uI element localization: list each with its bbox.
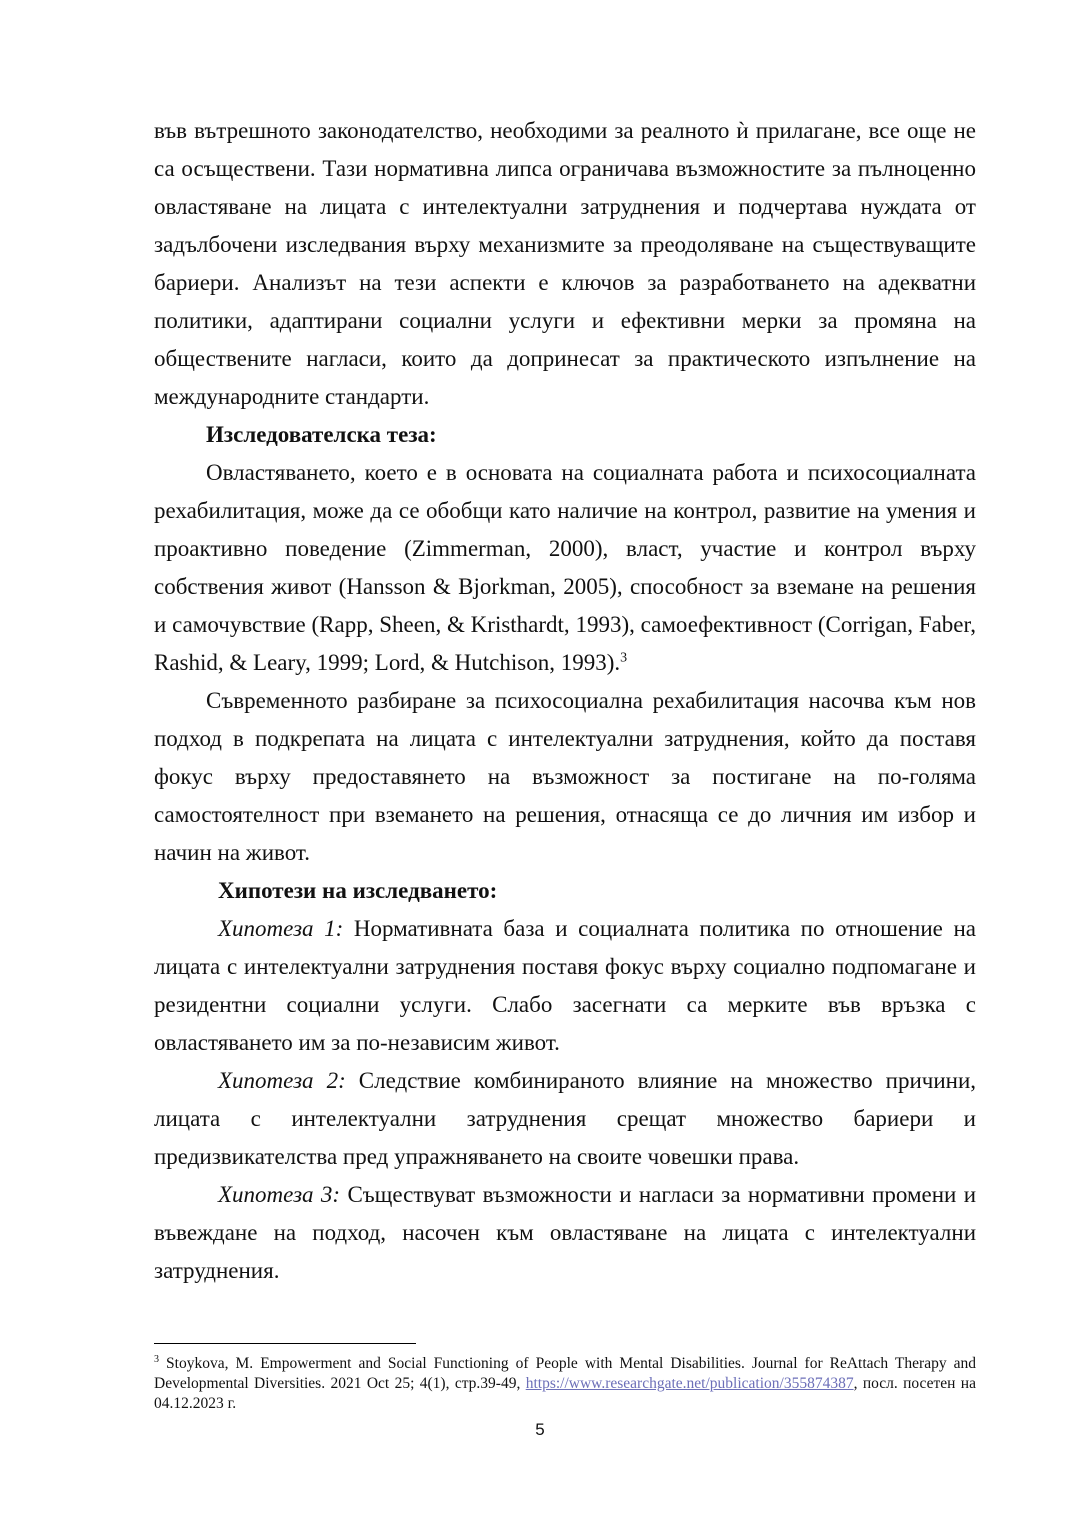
footnote-text: Stoykova, M. Empowerment and Social Functioning of People with Mental Disabilities. Journal for ReAttach Therapy and Developmental Diversities. 2021 Oct 25; 4(1), стр.39-49, <box>154 1355 976 1392</box>
footnote-link[interactable]: https://www.researchgate.net/publication/355874387 <box>525 1375 854 1392</box>
footnote-tail: , посл. посетен на 04.12.2023 г. <box>154 1375 976 1412</box>
hypothesis-3-label: Хипотеза 3: <box>218 1182 341 1207</box>
hypothesis-2-text: Следствие комбинираното влияние на множество причини, лицата с интелектуални затруднения срещат множество бариери и предизвикателства пред упражняването на своите човешки права. <box>154 1068 977 1169</box>
thesis-text: Овластяването, което е в основата на социалната работа и психосоциалната рехабилитация, може да се обобщи като наличие на контрол, развитие на умения и проактивно поведение (Zimmerman, 2000), власт, участие и контрол върху собствения живот (Hansson & Bjorkman, 2005), способност за вземане на решения и самочувствие (Rapp, Sheen, & Kristhardt, 1993), самоефективност (Corrigan, Faber, Rashid, & Leary, 1999; Lord, & Hutchison, 1993). <box>154 460 976 675</box>
footnote-mark: 3 <box>154 1353 159 1365</box>
hypothesis-2 <box>154 1062 976 1176</box>
page-body <box>154 112 976 1290</box>
footnote <box>154 1354 976 1414</box>
paragraph-intro: във вътрешното законодателство, необходими за реалното ѝ прилагане, все още не са осъществени. Тази нормативна липса ограничава възможностите за пълноценно овластяване на лицата с интелектуални затруднения и подчертава нуждата от задълбочени изследвания върху механизмите за преодоляване на съществуващите бариери. Анализът на тези аспекти е ключов за разработването на адекватни политики, адаптирани социални услуги и ефективни мерки за промяна на обществените нагласи, които да допринесат за практическото изпълнение на международните стандарти. <box>154 118 976 409</box>
hypothesis-1-text: Нормативната база и социалната политика по отношение на лицата с интелектуални затруднения поставя фокус върху социално подпомагане и резидентни социални услуги. Слабо засегнати са мерките във връзка с овластяването им за по-независим живот. <box>154 916 976 1055</box>
hypothesis-3 <box>154 1176 976 1290</box>
footnote-reference[interactable]: 3 <box>620 650 628 666</box>
thesis-paragraph <box>154 454 976 682</box>
footnote-separator <box>154 1343 416 1344</box>
hypothesis-1 <box>154 910 976 1062</box>
hypothesis-2-label: Хипотеза 2: <box>218 1068 346 1093</box>
page-number: 5 <box>535 1420 545 1439</box>
hypotheses-heading: Хипотези на изследването: <box>218 878 498 903</box>
hypothesis-1-label: Хипотеза 1: <box>218 916 344 941</box>
hypothesis-3-text: Съществуват възможности и нагласи за нормативни промени и въвеждане на подход, насочен към овластяване на лицата с интелектуални затруднения. <box>154 1182 977 1283</box>
paragraph-rehabilitation: Съвременното разбиране за психосоциална рехабилитация насочва към нов подход в подкрепата на лицата с интелектуални затруднения, който да поставя фокус върху предоставянето на възможност за постигане на по-голяма самостоятелност при вземането на решения, отнасяща се до личния им избор и начин на живот. <box>154 688 976 865</box>
thesis-heading: Изследователска теза: <box>206 422 437 447</box>
